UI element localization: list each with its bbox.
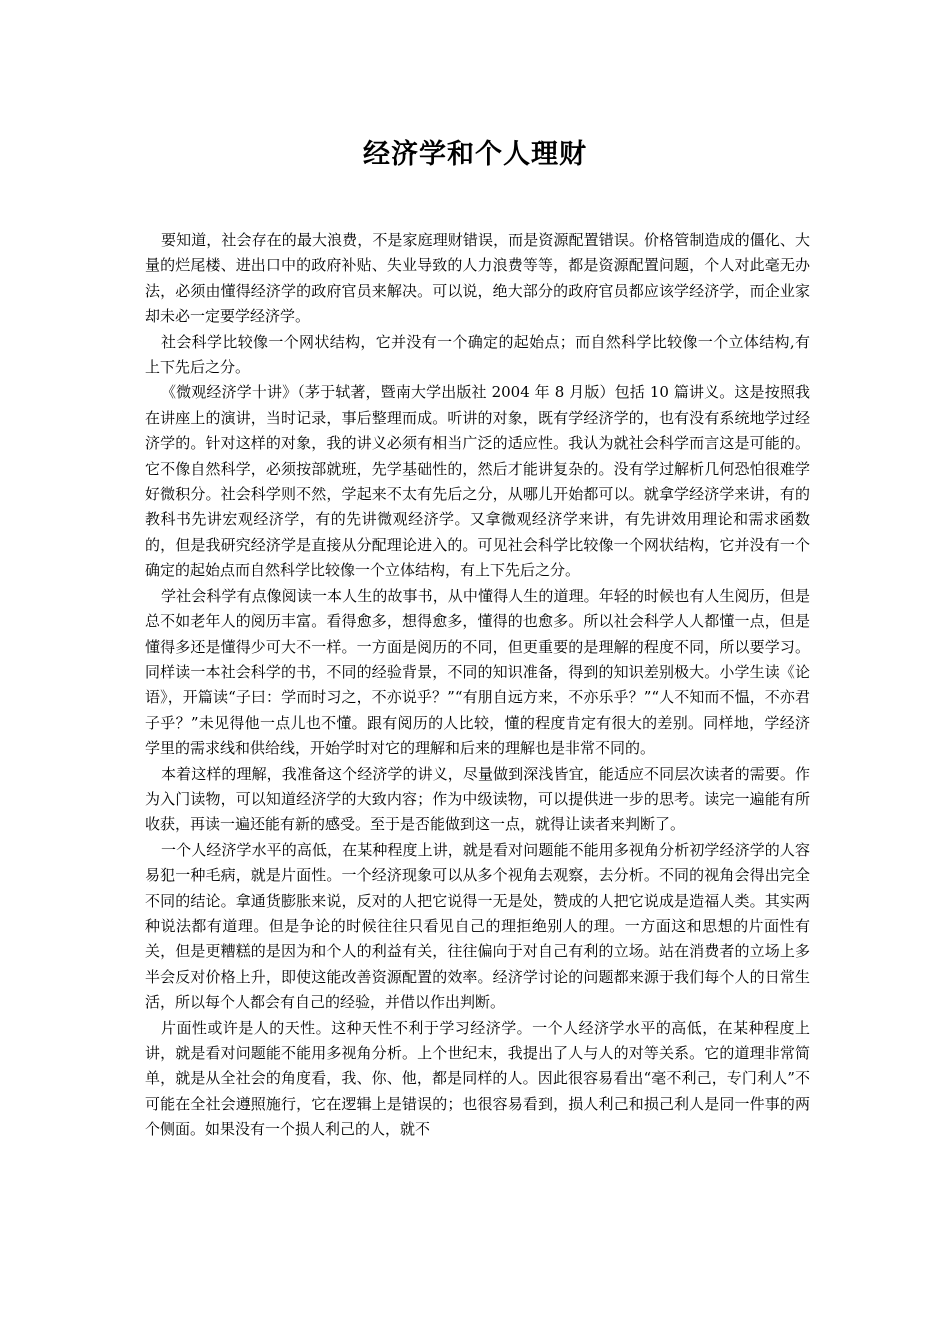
paragraph: 学社会科学有点像阅读一本人生的故事书，从中懂得人生的道理。年轻的时候也有人生阅历，但是总不如老年人的阅历丰富。看得愈多，想得愈多，懂得的也愈多。所以社会科学人人都懂一点，但是懂得多还是懂得少可大不一样。一方面是阅历的不同，但更重要的是理解的程度不同，所以要学习。同样读一本社会科学的书，不同的经验背景，不同的知识准备，得到的知识差别极大。小学生读《论语》，开篇读“子曰：学而时习之，不亦说乎？”“有朋自远方来，不亦乐乎？”“人不知而不愠，不亦君子乎？”未见得他一点儿也不懂。跟有阅历的人比较，懂的程度肯定有很大的差别。同样地，学经济学里的需求线和供给线，开始学时对它的理解和后来的理解也是非常不同的。 (145, 586, 810, 758)
paragraph: 一个人经济学水平的高低，在某种程度上讲，就是看对问题能不能用多视角分析初学经济学的人容易犯一种毛病，就是片面性。一个经济现象可以从多个视角去观察，去分析。不同的视角会得出完全不同的结论。拿通货膨胀来说，反对的人把它说得一无是处，赞成的人把它说成是造福人类。其实两种说法都有道理。但是争论的时候往往只看见自己的理拒绝别人的理。一方面这和思想的片面性有关，但是更糟糕的是因为和个人的利益有关，往往偏向于对自己有利的立场。站在消费者的立场上多半会反对价格上升，即使这能改善资源配置的效率。经济学讨论的问题都来源于我们每个人的日常生活，所以每个人都会有自己的经验，并借以作出判断。 (145, 840, 810, 1012)
paragraph: 《微观经济学十讲》（茅于轼著，暨南大学出版社 2004 年 8 月版）包括 10 篇讲义。这是按照我在讲座上的演讲，当时记录，事后整理而成。听讲的对象，既有学经济学的，也有没有系统地学过经济学的。针对这样的对象，我的讲义必须有相当广泛的适应性。我认为就社会科学而言这是可能的。它不像自然科学，必须按部就班，先学基础性的，然后才能讲复杂的。没有学过解析几何恐怕很难学好微积分。社会科学则不然，学起来不太有先后之分，从哪儿开始都可以。就拿学经济学来讲，有的教科书先讲宏观经济学，有的先讲微观经济学。又拿微观经济学来讲，有先讲效用理论和需求函数的，但是我研究经济学是直接从分配理论进入的。可见社会科学比较像一个网状结构，它并没有一个确定的起始点而自然科学比较像一个立体结构，有上下先后之分。 (145, 383, 810, 580)
document-body (145, 228, 810, 1143)
document-title: 经济学和个人理财 (363, 139, 587, 170)
paragraph: 片面性或许是人的天性。这种天性不利于学习经济学。一个人经济学水平的高低，在某种程度上讲，就是看对问题能不能用多视角分析。上个世纪末，我提出了人与人的对等关系。它的道理非常简单，就是从全社会的角度看，我、你、他，都是同样的人。因此很容易看出“毫不利己，专门利人”不可能在全社会遵照施行，它在逻辑上是错误的；也很容易看到，损人利己和损己利人是同一件事的两个侧面。如果没有一个损人利己的人，就不 (145, 1018, 810, 1139)
paragraph: 本着这样的理解，我准备这个经济学的讲义，尽量做到深浅皆宜，能适应不同层次读者的需要。作为入门读物，可以知道经济学的大致内容；作为中级读物，可以提供进一步的思考。读完一遍能有所收获，再读一遍还能有新的感受。至于是否能做到这一点，就得让读者来判断了。 (145, 764, 810, 834)
paragraph: 社会科学比较像一个网状结构，它并没有一个确定的起始点；而自然科学比较像一个立体结构,有上下先后之分。 (145, 332, 810, 377)
paragraph: 要知道，社会存在的最大浪费，不是家庭理财错误，而是资源配置错误。价格管制造成的僵化、大量的烂尾楼、进出口中的政府补贴、失业导致的人力浪费等等，都是资源配置问题，个人对此毫无办法，必须由懂得经济学的政府官员来解决。可以说，绝大部分的政府官员都应该学经济学，而企业家却未必一定要学经济学。 (145, 231, 810, 326)
